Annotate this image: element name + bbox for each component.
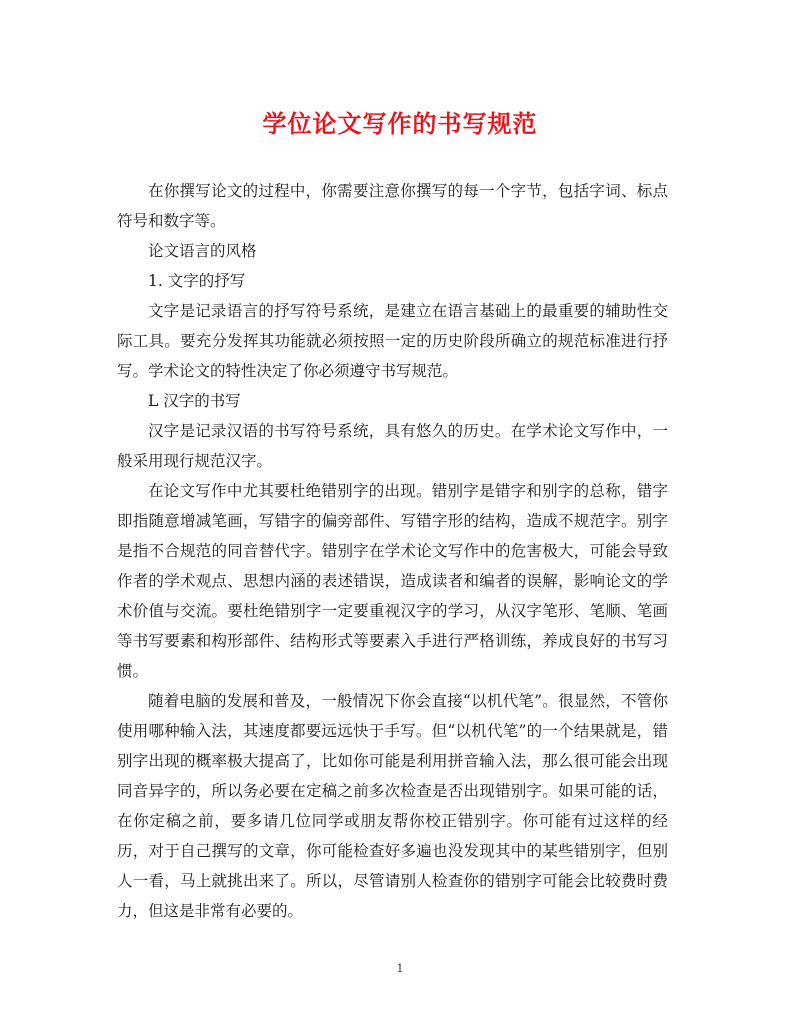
document-title: 学位论文写作的书写规范 bbox=[262, 109, 538, 138]
paragraph-intro: 在你撰写论文的过程中，你需要注意你撰写的每一个字节，包括字词、标点符号和数字等。 bbox=[117, 182, 668, 230]
paragraph-chinese-characters: 汉字是记录汉语的书写符号系统，具有悠久的历史。在学术论文写作中，一般采用现行规范汉字。 bbox=[117, 422, 668, 470]
heading-language-style: 论文语言的风格 bbox=[148, 242, 257, 260]
heading-chinese-characters: L 汉字的书写 bbox=[148, 392, 241, 410]
paragraph-typos: 在论文写作中尤其要杜绝错别字的出现。错别字是错字和别字的总称，错字即指随意增减笔画，写错字的偏旁部件、写错字形的结构，造成不规范字。别字是指不合规范的同音替代字。错别字在学术论文写作中的危害极大，可能会导致作者的学术观点、思想内涵的表述错误，造成读者和编者的误解，影响论文的学术价值与交流。要杜绝错别字一定要重视汉字的学习，从汉字笔形、笔顺、笔画等书写要素和构形部件、结构形式等要素入手进行严格训练，养成良好的书写习惯。 bbox=[117, 482, 668, 680]
paragraph-computer-input: 随着电脑的发展和普及，一般情况下你会直接“以机代笔”。很显然，不管你使用哪种输入法，其速度都要远远快于手写。但“以机代笔”的一个结果就是，错别字出现的概率极大提高了，比如你可能是利用拼音输入法，那么很可能会出现同音异字的，所以务必要在定稿之前多次检查是否出现错别字。如果可能的话，在你定稿之前，要多请几位同学或朋友帮你校正错别字。你可能有过这样的经历，对于自己撰写的文章，你可能检查好多遍也没发现其中的某些错别字，但别人一看，马上就挑出来了。所以，尽管请别人检查你的错别字可能会比较费时费力，但这是非常有必要的。 bbox=[117, 692, 668, 920]
page-number: 1 bbox=[396, 962, 404, 975]
document-body bbox=[117, 176, 668, 926]
heading-writing-of-text: 1. 文字的抒写 bbox=[148, 272, 246, 290]
paragraph-writing-system: 文字是记录语言的抒写符号系统，是建立在语言基础上的最重要的辅助性交际工具。要充分发挥其功能就必须按照一定的历史阶段所确立的规范标准进行抒写。学术论文的特性决定了你必须遵守书写规范。 bbox=[117, 302, 668, 380]
